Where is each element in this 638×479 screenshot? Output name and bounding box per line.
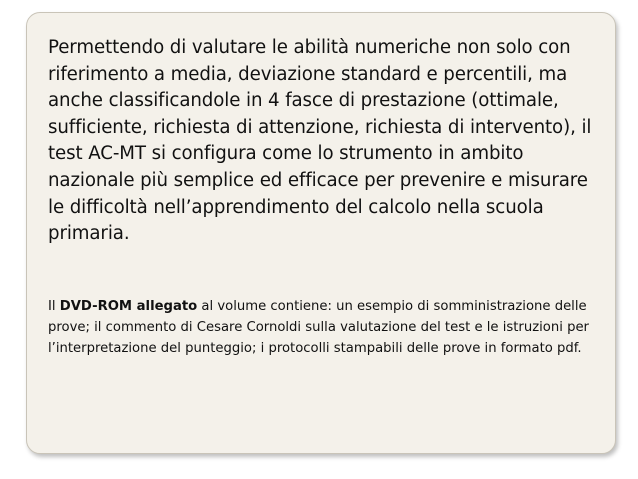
dvd-rom-bold-text: DVD-ROM allegato	[59, 298, 198, 314]
secondary-rest: al volume contiene: un esempio di somministrazione delle prove; il commento di Cesare Cornoldi sulla valutazione del test e le istruzioni per l’interpretazione del punteggio; i protocolli stampabili delle prove in formato pdf.	[48, 298, 589, 357]
main-paragraph: Permettendo di valutare le abilità numeriche non solo con riferimento a media, deviazione standard e percentili, ma anche classificandole in 4 fasce di prestazione (ottimale, sufficiente, richiesta di attenzione, richiesta di intervento), il test AC-MT si configura come lo strumento in ambito nazionale più semplice ed efficace per prevenire e misurare le difficoltà nell’apprendimento del calcolo nella scuola primaria.	[48, 37, 592, 245]
secondary-paragraph	[48, 296, 593, 360]
slide-content	[48, 35, 608, 360]
secondary-prefix: Il	[48, 298, 60, 314]
